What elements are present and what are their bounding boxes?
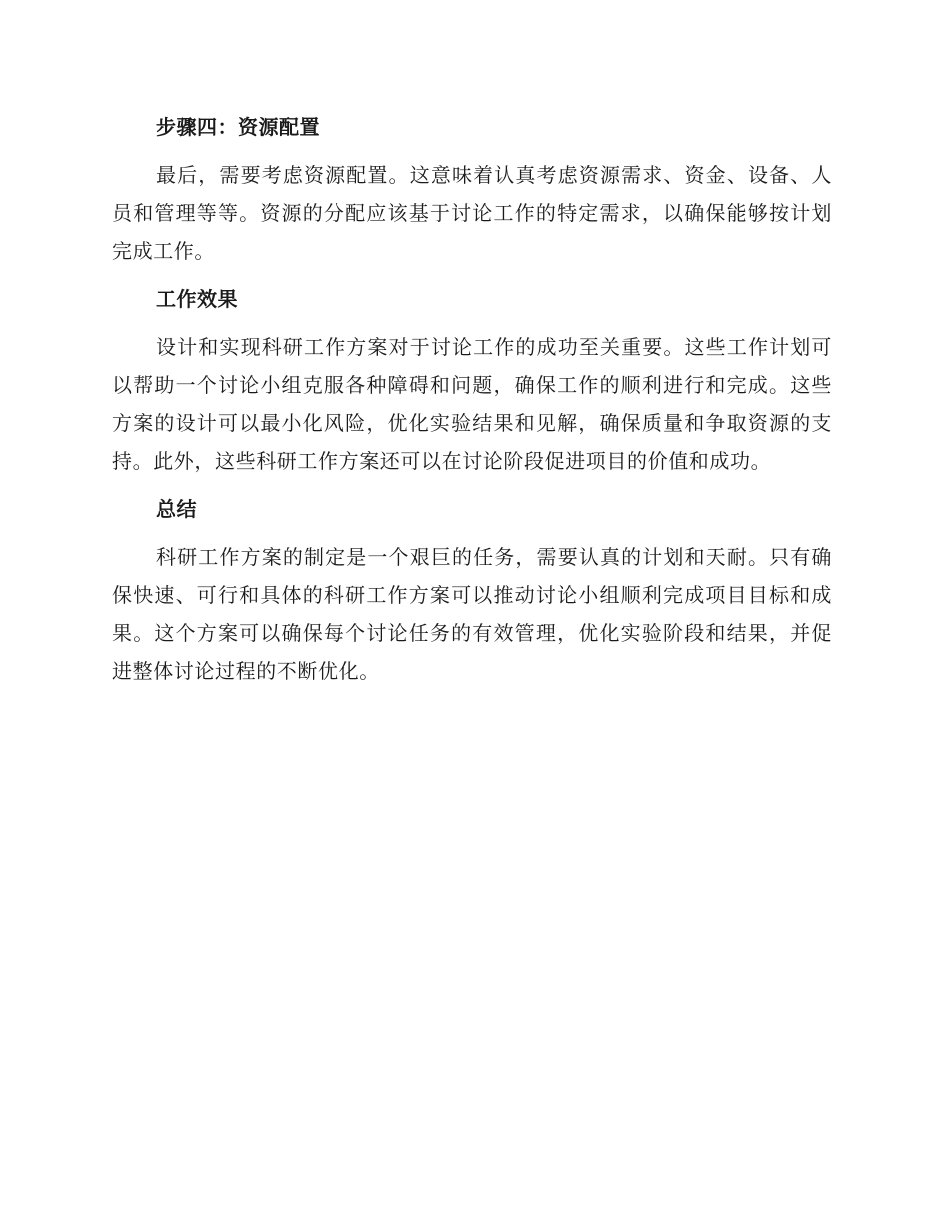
section-paragraph-work-effect: 设计和实现科研工作方案对于讨论工作的成功至关重要。这些工作计划可以帮助一个讨论小组克服各种障碍和问题，确保工作的顺利进行和完成。这些方案的设计可以最小化风险，优化实验结果和见解，确保质量和争取资源的支持。此外，这些科研工作方案还可以在讨论阶段促进项目的价值和成功。 bbox=[112, 335, 832, 473]
document-body bbox=[112, 108, 832, 700]
section-heading-summary: 总结 bbox=[156, 497, 197, 521]
section-paragraph-summary: 科研工作方案的制定是一个艰巨的任务，需要认真的计划和天耐。只有确保快速、可行和具体的科研工作方案可以推动讨论小组顺利完成项目目标和成果。这个方案可以确保每个讨论任务的有效管理，优化实验阶段和结果，并促进整体讨论过程的不断优化。 bbox=[112, 545, 832, 683]
section-paragraph-resource-allocation: 最后，需要考虑资源配置。这意味着认真考虑资源需求、资金、设备、人员和管理等等。资源的分配应该基于讨论工作的特定需求，以确保能够按计划完成工作。 bbox=[112, 163, 832, 263]
section-heading-work-effect: 工作效果 bbox=[156, 287, 238, 311]
section-heading-resource-allocation: 步骤四：资源配置 bbox=[156, 115, 320, 139]
